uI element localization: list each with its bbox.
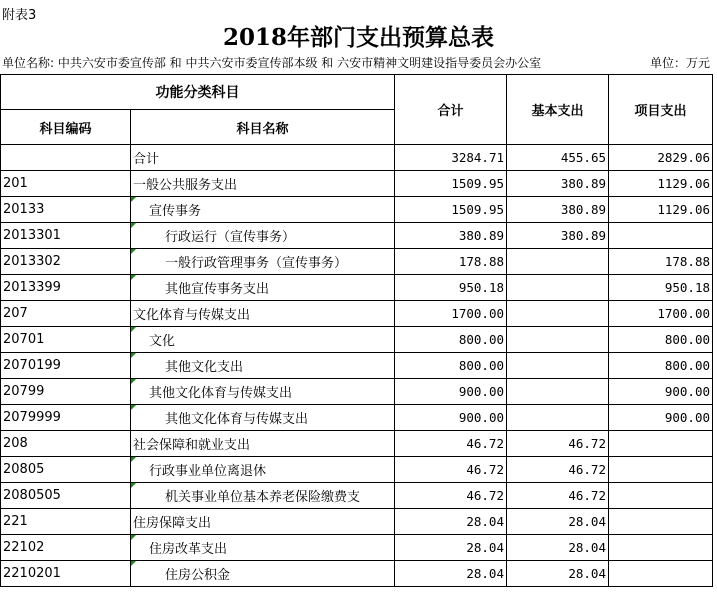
subject-code-cell: 201 <box>1 171 131 197</box>
header-subject-name: 科目名称 <box>131 110 395 145</box>
page-title: 2018年部门支出预算总表 <box>222 24 494 51</box>
basic-expenditure-cell: 46.72 <box>507 457 609 483</box>
project-expenditure-cell: 900.00 <box>609 379 713 405</box>
subject-code-cell: 2013302 <box>1 249 131 275</box>
project-expenditure-cell <box>609 223 713 249</box>
header-subject-code: 科目编码 <box>1 110 131 145</box>
subject-name-cell: 机关事业单位基本养老保险缴费支 <box>131 483 395 509</box>
table-row <box>1 197 713 223</box>
header-basic-expenditure: 基本支出 <box>507 75 609 145</box>
subject-code-cell: 2079999 <box>1 405 131 431</box>
total-cell: 1509.95 <box>395 171 507 197</box>
subject-name-cell: 住房公积金 <box>131 561 395 587</box>
table-row <box>1 171 713 197</box>
basic-expenditure-cell: 28.04 <box>507 561 609 587</box>
subject-code-cell: 208 <box>1 431 131 457</box>
project-expenditure-cell: 950.18 <box>609 275 713 301</box>
subject-name-cell: 行政事业单位离退休 <box>131 457 395 483</box>
subject-name-cell: 文化 <box>131 327 395 353</box>
subject-name-cell: 其他文化支出 <box>131 353 395 379</box>
cell-marker-icon <box>131 197 136 202</box>
subject-name-cell: 住房保障支出 <box>131 509 395 535</box>
project-expenditure-cell: 800.00 <box>609 353 713 379</box>
unit-info-line <box>2 54 714 72</box>
basic-expenditure-cell: 28.04 <box>507 535 609 561</box>
table-row <box>1 431 713 457</box>
basic-expenditure-cell <box>507 405 609 431</box>
table-row <box>1 509 713 535</box>
basic-expenditure-cell <box>507 301 609 327</box>
total-cell: 800.00 <box>395 327 507 353</box>
cell-marker-icon <box>131 483 136 488</box>
table-row <box>1 301 713 327</box>
subject-name-cell: 宣传事务 <box>131 197 395 223</box>
subject-code-cell: 20133 <box>1 197 131 223</box>
project-expenditure-cell: 1129.06 <box>609 171 713 197</box>
cell-marker-icon <box>131 353 136 358</box>
total-cell: 28.04 <box>395 535 507 561</box>
total-cell: 28.04 <box>395 509 507 535</box>
subject-code-cell: 221 <box>1 509 131 535</box>
basic-expenditure-cell: 455.65 <box>507 145 609 171</box>
subject-name-cell: 其他文化体育与传媒支出 <box>131 379 395 405</box>
header-project-expenditure: 项目支出 <box>609 75 713 145</box>
cell-marker-icon <box>131 379 136 384</box>
total-cell: 28.04 <box>395 561 507 587</box>
appendix-label: 附表3 <box>2 8 37 23</box>
header-total: 合计 <box>395 75 507 145</box>
project-expenditure-cell: 800.00 <box>609 327 713 353</box>
subject-name-cell: 其他文化体育与传媒支出 <box>131 405 395 431</box>
project-expenditure-cell <box>609 431 713 457</box>
table-row <box>1 223 713 249</box>
cell-marker-icon <box>131 223 136 228</box>
table-row <box>1 535 713 561</box>
total-cell: 46.72 <box>395 431 507 457</box>
subject-name-cell: 一般公共服务支出 <box>131 171 395 197</box>
project-expenditure-cell: 2829.06 <box>609 145 713 171</box>
subject-name-cell: 合计 <box>131 145 395 171</box>
cell-marker-icon <box>131 405 136 410</box>
table-row <box>1 145 713 171</box>
header-functional-category: 功能分类科目 <box>1 75 395 110</box>
subject-code-cell <box>1 145 131 171</box>
basic-expenditure-cell: 46.72 <box>507 431 609 457</box>
total-cell: 1700.00 <box>395 301 507 327</box>
basic-expenditure-cell <box>507 275 609 301</box>
subject-code-cell: 22102 <box>1 535 131 561</box>
total-cell: 46.72 <box>395 457 507 483</box>
unit-measure-text: 单位：万元 <box>649 56 710 70</box>
subject-code-cell: 207 <box>1 301 131 327</box>
project-expenditure-cell: 178.88 <box>609 249 713 275</box>
cell-marker-icon <box>131 275 136 280</box>
cell-marker-icon <box>131 249 136 254</box>
total-cell: 800.00 <box>395 353 507 379</box>
total-cell: 900.00 <box>395 405 507 431</box>
total-cell: 1509.95 <box>395 197 507 223</box>
cell-marker-icon <box>131 457 136 462</box>
basic-expenditure-cell: 380.89 <box>507 197 609 223</box>
table-row <box>1 275 713 301</box>
table-row <box>1 561 713 587</box>
basic-expenditure-cell <box>507 353 609 379</box>
subject-code-cell: 2070199 <box>1 353 131 379</box>
basic-expenditure-cell <box>507 379 609 405</box>
subject-name-cell: 住房改革支出 <box>131 535 395 561</box>
project-expenditure-cell <box>609 535 713 561</box>
total-cell: 380.89 <box>395 223 507 249</box>
project-expenditure-cell <box>609 483 713 509</box>
project-expenditure-cell: 1129.06 <box>609 197 713 223</box>
table-row <box>1 379 713 405</box>
cell-marker-icon <box>131 561 136 566</box>
table-row <box>1 457 713 483</box>
subject-code-cell: 2210201 <box>1 561 131 587</box>
table-row <box>1 249 713 275</box>
basic-expenditure-cell: 46.72 <box>507 483 609 509</box>
subject-code-cell: 20701 <box>1 327 131 353</box>
total-cell: 950.18 <box>395 275 507 301</box>
cell-marker-icon <box>131 327 136 332</box>
cell-marker-icon <box>131 535 136 540</box>
table-row <box>1 327 713 353</box>
subject-name-cell: 社会保障和就业支出 <box>131 431 395 457</box>
subject-name-cell: 其他宣传事务支出 <box>131 275 395 301</box>
subject-code-cell: 2080505 <box>1 483 131 509</box>
table-body <box>1 145 713 587</box>
subject-name-cell: 一般行政管理事务（宣传事务） <box>131 249 395 275</box>
budget-table <box>0 74 713 587</box>
total-cell: 3284.71 <box>395 145 507 171</box>
basic-expenditure-cell: 28.04 <box>507 509 609 535</box>
table-row <box>1 353 713 379</box>
unit-name-text: 单位名称: 中共六安市委宣传部 和 中共六安市委宣传部本级 和 六安市精神文明建设指导委员会办公室 <box>2 56 542 70</box>
basic-expenditure-cell <box>507 327 609 353</box>
project-expenditure-cell <box>609 561 713 587</box>
subject-code-cell: 20805 <box>1 457 131 483</box>
basic-expenditure-cell: 380.89 <box>507 171 609 197</box>
table-row <box>1 483 713 509</box>
total-cell: 178.88 <box>395 249 507 275</box>
project-expenditure-cell: 900.00 <box>609 405 713 431</box>
total-cell: 46.72 <box>395 483 507 509</box>
subject-code-cell: 2013301 <box>1 223 131 249</box>
subject-name-cell: 行政运行（宣传事务） <box>131 223 395 249</box>
basic-expenditure-cell: 380.89 <box>507 223 609 249</box>
subject-code-cell: 2013399 <box>1 275 131 301</box>
basic-expenditure-cell <box>507 249 609 275</box>
project-expenditure-cell <box>609 509 713 535</box>
project-expenditure-cell <box>609 457 713 483</box>
subject-name-cell: 文化体育与传媒支出 <box>131 301 395 327</box>
subject-code-cell: 20799 <box>1 379 131 405</box>
total-cell: 900.00 <box>395 379 507 405</box>
table-row <box>1 405 713 431</box>
project-expenditure-cell: 1700.00 <box>609 301 713 327</box>
